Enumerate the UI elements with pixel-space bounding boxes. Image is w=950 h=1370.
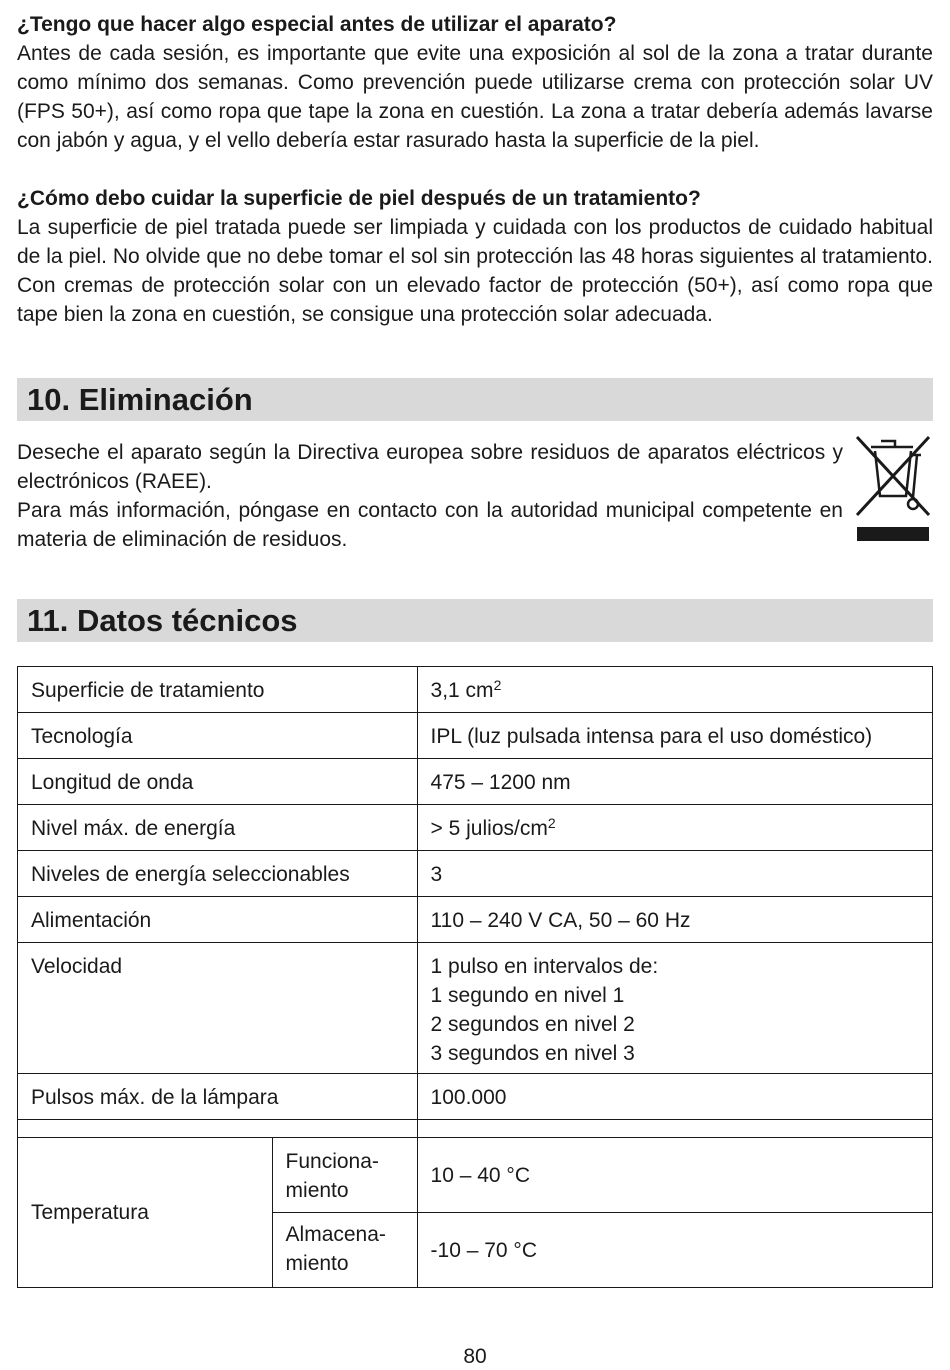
speed-line: 1 pulso en intervalos de: [430, 955, 659, 978]
spec-label: Superficie de tratamiento [18, 667, 418, 713]
table-row [18, 1138, 933, 1213]
speed-line: 3 segundos en nivel 3 [430, 1042, 635, 1065]
section-title: 11. Datos técnicos [27, 603, 298, 638]
spec-label: Temperatura [18, 1138, 273, 1288]
disposal-text [17, 438, 843, 554]
spec-value: 3,1 $cm^2$ [417, 667, 932, 713]
spec-value: 475 – 1200 nm [417, 759, 932, 805]
disposal-paragraph: Deseche el aparato según la Directiva europea sobre residuos de aparatos eléctricos y electrónicos (RAEE). [17, 441, 843, 493]
spec-label: Velocidad [18, 943, 418, 1074]
crossed-out-wheelie-bin-icon [853, 431, 933, 543]
disposal-paragraph: Para más información, póngase en contacto con la autoridad municipal competente en materia de eliminación de residuos. [17, 499, 843, 551]
technical-data-table [17, 666, 933, 1288]
table-row [18, 851, 933, 897]
table-row [18, 805, 933, 851]
spec-sublabel: Almacena- miento [272, 1213, 417, 1288]
spec-label: Nivel máx. de energía [18, 805, 418, 851]
spec-value [417, 943, 932, 1074]
section-title: 10. Eliminación [27, 382, 253, 417]
section-header-disposal [17, 378, 933, 421]
table-row [18, 897, 933, 943]
spec-label: Longitud de onda [18, 759, 418, 805]
spec-label: Pulsos máx. de la lámpara [18, 1074, 418, 1120]
table-row [18, 759, 933, 805]
table-row-spacer [18, 1120, 933, 1138]
spec-sublabel: Funciona- miento [272, 1138, 417, 1213]
spec-value: -10 – 70 °C [417, 1213, 932, 1288]
spec-label: Alimentación [18, 897, 418, 943]
faq-item-aftercare [17, 184, 933, 329]
table-row [18, 713, 933, 759]
faq-answer: La superficie de piel tratada puede ser limpiada y cuidada con los productos de cuidado habitual de la piel. No olvide que no debe tomar el sol sin protección las 48 horas siguientes al tratamiento. Con cremas de protección solar con un elevado factor de protección (50+), así como ropa que tape bien la zona en cuestión, se consigue una protección solar adecuada. [17, 216, 933, 326]
empty-cell [417, 1120, 932, 1138]
faq-answer: Antes de cada sesión, es importante que evite una exposición al sol de la zona a tratar durante como mínimo dos semanas. Como prevención puede utilizarse crema con protección solar UV (FPS 50+), así como ropa que tape la zona en cuestión. La zona a tratar debería además lavarse con jabón y agua, y el vello debería estar rasurado hasta la superficie de la piel. [17, 42, 933, 152]
table-row [18, 1074, 933, 1120]
spec-value: 110 – 240 V CA, 50 – 60 Hz [417, 897, 932, 943]
spec-value: 3 [417, 851, 932, 897]
spec-label: Niveles de energía seleccionables [18, 851, 418, 897]
spec-value: 100.000 [417, 1074, 932, 1120]
empty-cell [18, 1120, 418, 1138]
faq-item-before-use [17, 10, 933, 155]
spec-label: Tecnología [18, 713, 418, 759]
spec-value: > 5 julios/$cm^2$ [417, 805, 932, 851]
table-row [18, 667, 933, 713]
page-number: 80 [463, 1345, 487, 1368]
table-row [18, 943, 933, 1074]
faq-question: ¿Cómo debo cuidar la superficie de piel después de un tratamiento? [17, 187, 701, 210]
spec-value: IPL (luz pulsada intensa para el uso doméstico) [417, 713, 932, 759]
section-header-technical-data [17, 599, 933, 642]
speed-line: 2 segundos en nivel 2 [430, 1013, 635, 1036]
faq-question: ¿Tengo que hacer algo especial antes de utilizar el aparato? [17, 13, 617, 36]
spec-value: 10 – 40 °C [417, 1138, 932, 1213]
speed-line: 1 segundo en nivel 1 [430, 984, 625, 1007]
